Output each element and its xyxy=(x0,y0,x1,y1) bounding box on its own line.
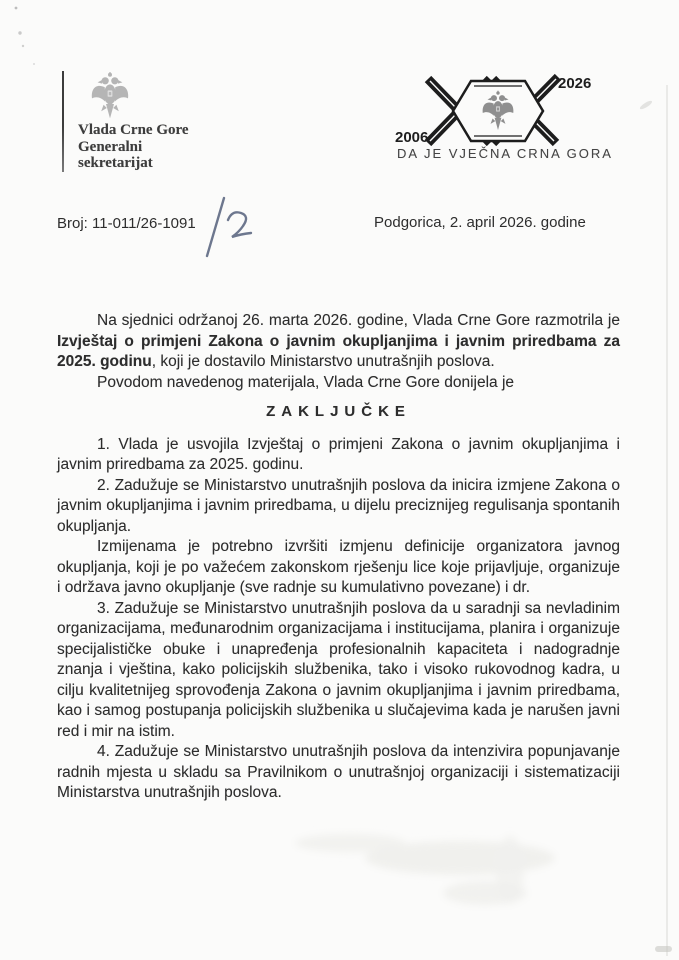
handwritten-annotation-slash-2 xyxy=(198,194,262,262)
conclusion-item-2: 2. Zadužuje se Ministarstvo unutrašnjih poslova da inicira izmjene Zakona o javnim okupljanjima i javnim priredbama, u dijelu preciznijeg regulisanja spontanih okupljanja. xyxy=(57,476,620,535)
intro-text-post: , koji je dostavilo Ministarstvo unutrašnjih poslova. xyxy=(151,353,495,370)
logo-year-start: 2006 xyxy=(395,129,429,146)
intro-paragraph xyxy=(57,311,620,373)
coat-of-arms-icon xyxy=(90,71,130,121)
logo-year-end: 2026 xyxy=(558,75,592,92)
issuing-authority xyxy=(78,122,189,172)
conclusions-heading: ZAKLJUČKE xyxy=(266,403,411,420)
conclusion-item-2-note: Izmijenama je potrebno izvršiti izmjenu definicije organizatora javnog okupljanja, koji je po važećem zakonskom rješenju lice koje prijavljuje, organizuje i održava javno okupljanje (sve radnje su kumulativno povezane) i dr. xyxy=(57,538,620,596)
conclusion-item-1: 1. Vlada je usvojila Izvještaj o primjeni Zakona o javnim okupljanjima i javnim priredbama za 2025. godinu. xyxy=(57,435,620,473)
conclusion-item-3: 3. Zadužuje se Ministarstvo unutrašnjih poslova da u saradnji sa nevladinim organizacijama, međunarodnim organizacijama i institucijama, planira i organizuje specijalističke obuke i unapređenja profesionalnih kapaciteta i nadogradnje znanja i vještina, kako policijskih službenika, tako i visoko rukovodnog kadra, u cilju kvalitetnijeg sprovođenja Zakona o javnim okupljanjima i javnim priredbama, kao i samog postupanja policijskih službenika u slučajevima kada je narušen javni red i mir na istim. xyxy=(57,599,620,740)
org-department-line2: sekretarijat xyxy=(78,155,153,171)
second-paragraph: Povodom navedenog materijala, Vlada Crne Gore donijela je xyxy=(97,373,515,391)
place-and-date: Podgorica, 2. april 2026. godine xyxy=(374,214,586,231)
org-department-line1: Generalni xyxy=(78,138,143,155)
logo-tagline: DA JE VJEČNA CRNA GORA xyxy=(397,146,613,161)
conclusion-item-4: 4. Zadužuje se Ministarstvo unutrašnjih poslova da intenzivira popunjavanje radnih mjesta u skladu sa Pravilnikom o unutrašnjoj organizaciji i sistematizaciji Ministarstva unutrašnjih poslova. xyxy=(57,743,620,801)
document-body xyxy=(57,311,620,804)
report-title-bold: Izvještaj o primjeni Zakona o javnim okupljanjima i javnim priredbama za 2025. godinu xyxy=(57,332,620,370)
header-divider-line xyxy=(62,71,64,172)
document-number: Broj: 11-011/26-1091 xyxy=(57,215,196,232)
intro-text-pre: Na sjednici održanoj 26. marta 2026. godine, Vlada Crne Gore razmotrila je xyxy=(97,312,620,329)
org-name: Vlada Crne Gore xyxy=(78,122,189,138)
